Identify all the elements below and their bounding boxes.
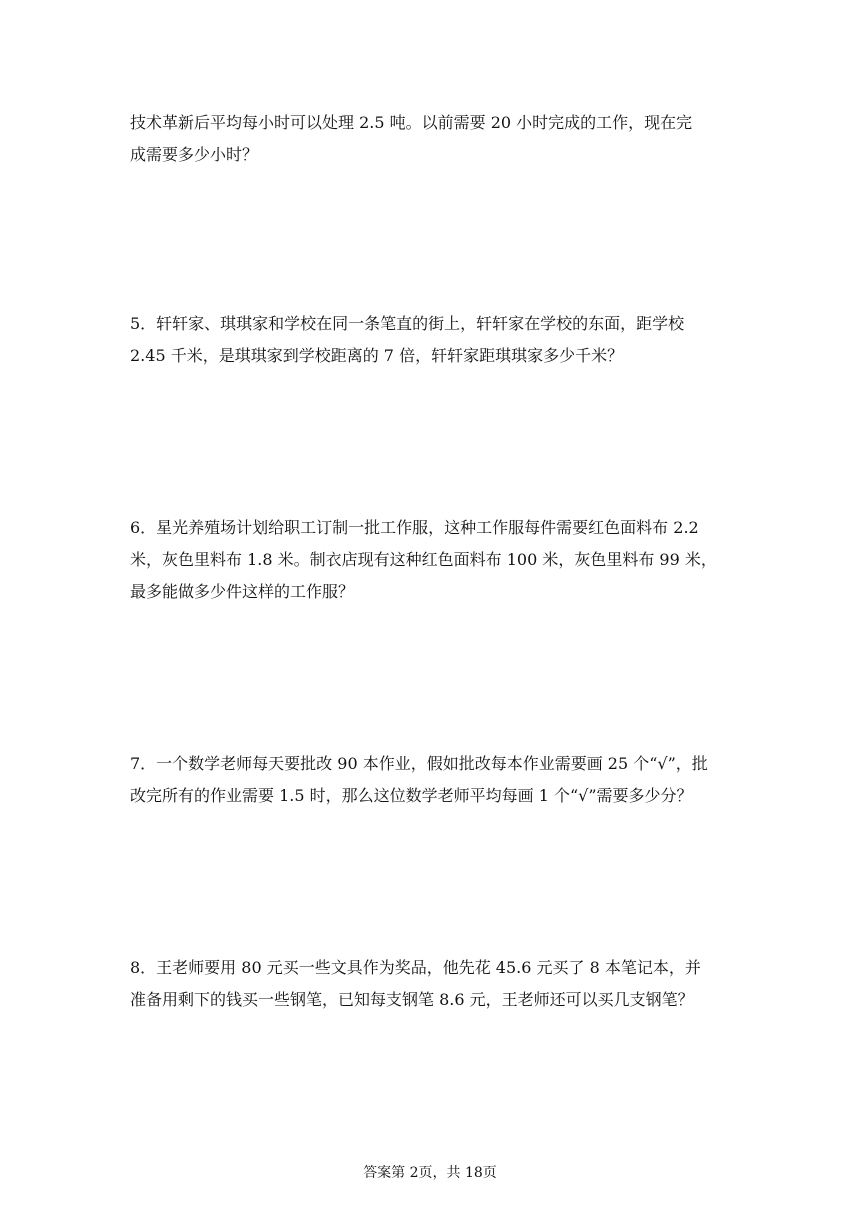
problem-text-line: 6．星光养殖场计划给职工订制一批工作服，这种工作服每件需要红色面料布 2.2	[130, 518, 699, 537]
problem-text-line: 技术革新后平均每小时可以处理 2.5 吨。以前需要 20 小时完成的工作，现在完	[130, 113, 693, 132]
problem-6	[130, 512, 735, 608]
problem-text-line: 5．轩轩家、琪琪家和学校在同一条笔直的街上，轩轩家在学校的东面，距学校	[130, 314, 685, 333]
problem-text-line: 成需要多少小时？	[130, 145, 259, 164]
problem-text-line: 准备用剩下的钱买一些钢笔，已知每支钢笔 8.6 元，王老师还可以买几支钢笔？	[130, 990, 694, 1009]
problem-text-line: 7．一个数学老师每天要批改 90 本作业，假如批改每本作业需要画 25 个“√”，批	[130, 754, 708, 773]
problem-text-line: 8．王老师要用 80 元买一些文具作为奖品，他先花 45.6 元买了 8 本笔记本，并	[130, 958, 701, 977]
page-footer: 答案第 2页，共 18页	[363, 1165, 497, 1181]
problem-4-continuation	[130, 107, 735, 171]
problem-5	[130, 308, 735, 372]
problem-text-line: 最多能做多少件这样的工作服？	[130, 582, 355, 601]
problem-text-line: 2.45 千米，是琪琪家到学校距离的 7 倍，轩轩家距琪琪家多少千米？	[130, 346, 624, 365]
problem-text-line: 米，灰色里料布 1.8 米。制衣店现有这种红色面料布 100 米，灰色里料布 99 米，	[130, 550, 717, 569]
problem-8	[130, 952, 735, 1016]
problem-text-line: 改完所有的作业需要 1.5 时，那么这位数学老师平均每画 1 个“√”需要多少分？	[130, 786, 693, 805]
problem-7	[130, 748, 735, 812]
